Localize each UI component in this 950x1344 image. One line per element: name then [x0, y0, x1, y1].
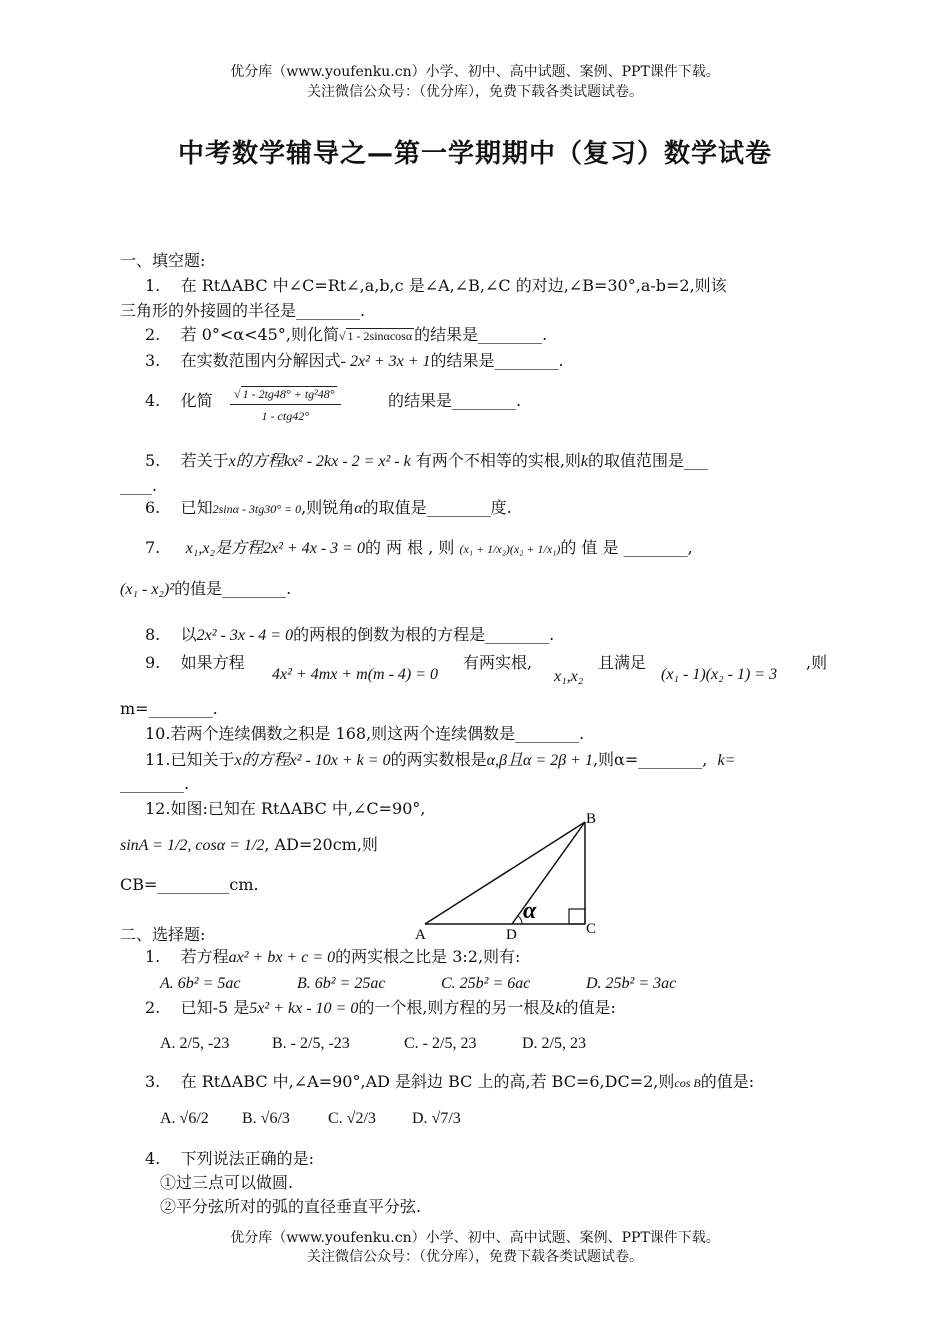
side-AB: [425, 822, 585, 924]
q2-2-option-c: C. - 2/5, 23: [404, 1035, 477, 1052]
q1-9: 9. 如果方程: [145, 653, 245, 672]
q1-7-cont: (x₁ - x₂)²的值是________.: [120, 579, 292, 598]
q1-9-expr: 4x² + 4mx + m(m - 4) = 0: [272, 666, 439, 683]
q1-9-mid2: 且满足: [598, 653, 647, 672]
q1-8: 8. 以2x² - 3x - 4 = 0的两根的倒数为根的方程是________.: [145, 625, 555, 644]
q1-11-cont: ________.: [120, 774, 190, 793]
q2-4: 4. 下列说法正确的是:: [145, 1149, 315, 1168]
q1-12-expr-line: sinA = 1/2, cosα = 1/2, AD=20cm,则: [120, 835, 378, 854]
q2-3-option-b: B. √6/3: [242, 1110, 290, 1127]
q1-4-fraction: √ 1 - 2tg48° + tg²48° 1 - ctg42°: [230, 385, 341, 424]
q2-2: 2. 已知-5 是5x² + kx - 10 = 0的一个根,则方程的另一根及k的值是:: [145, 998, 616, 1017]
q2-4-item-1: ①过三点可以做圆.: [160, 1173, 294, 1192]
q2-1-option-a: A. 6b² = 5ac: [160, 975, 241, 992]
q1-9-post: ,则: [806, 653, 828, 672]
q1-10: 10.若两个连续偶数之积是 168,则这两个连续偶数是________.: [145, 724, 585, 743]
footer-line-1: 优分库（www.youfenku.cn）小学、初中、高中试题、案例、PPT课件下载。: [230, 1230, 720, 1246]
label-D: D: [506, 927, 517, 940]
q1-3: 3. 在实数范围内分解因式- 2x² + 3x + 1的结果是________.: [145, 351, 564, 370]
q2-2-option-a: A. 2/5, -23: [160, 1035, 230, 1052]
q2-1-option-c: C. 25b² = 6ac: [441, 975, 531, 992]
q1-3-expr: - 2x² + 3x + 1: [340, 353, 431, 370]
q1-9-roots: x₁,x₂: [554, 668, 584, 685]
q1-4: 4. 化简: [145, 391, 213, 410]
q2-1-option-d: D. 25b² = 3ac: [586, 975, 677, 992]
q2-1: 1. 若方程ax² + bx + c = 0的两实根之比是 3:2,则有:: [145, 947, 521, 966]
q1-11: 11.已知关于x的方程x² - 10x + k = 0的两实数根是α,β且α = 2β + 1,则α=________, k=: [145, 750, 736, 769]
q1-2-expr: √ 1 - 2sinαcosα: [338, 329, 413, 343]
q2-3-option-a: A. √6/2: [160, 1110, 209, 1127]
q1-9-mid: 有两实根,: [463, 653, 533, 672]
q1-12: 12.如图:已知在 RtΔABC 中,∠C=90°,: [145, 799, 426, 818]
q1-1-cont: 三角形的外接圆的半径是________.: [120, 301, 366, 320]
label-A: A: [415, 927, 426, 940]
q1-6: 6. 已知2sinα - 3tg30° = 0,则锐角α的取值是________度.: [145, 498, 512, 517]
q1-7: 7. x₁,x₂是方程2x² + 4x - 3 = 0的 两 根 , 则 (x₁ + 1/x₂)(x₂ + 1/x₁)的 值 是 ________,: [145, 538, 693, 557]
q1-4-post: 的结果是________.: [388, 391, 522, 410]
label-B: B: [586, 811, 597, 827]
q1-5: 5. 若关于x的方程kx² - 2kx - 2 = x² - k 有两个不相等的实根,则k的取值范围是___: [145, 451, 709, 470]
q1-9-cont: m=________.: [120, 699, 218, 718]
triangle-figure: [410, 805, 610, 940]
right-angle-mark: [569, 909, 585, 924]
label-C: C: [586, 921, 597, 937]
q1-2: 2. 若 0°<α<45°,则化简√ 1 - 2sinαcosα 的结果是________.: [145, 325, 548, 344]
section-1-heading: 一、填空题:: [120, 251, 206, 270]
q1-1-text: 在 RtΔABC 中∠C=Rt∠,a,b,c 是∠A,∠B,∠C 的对边,∠B=30°,a-b=2,则该: [180, 276, 727, 295]
header-line-2: 关注微信公众号：（优分库），免费下载各类试题试卷。: [307, 84, 643, 100]
page-title: 中考数学辅导之—第一学期期中（复习）数学试卷: [177, 139, 772, 169]
q1-1: 1. 在 RtΔABC 中∠C=Rt∠,a,b,c 是∠A,∠B,∠C 的对边,∠B=30°,a-b=2,则该: [145, 276, 727, 295]
q2-1-option-b: B. 6b² = 25ac: [297, 975, 386, 992]
label-alpha: α: [523, 898, 537, 924]
q2-2-option-b: B. - 2/5, -23: [272, 1035, 350, 1052]
section-2-heading: 二、选择题:: [120, 925, 206, 944]
q2-2-option-d: D. 2/5, 23: [522, 1035, 586, 1052]
q2-4-item-2: ②平分弦所对的弧的直径垂直平分弦.: [160, 1197, 422, 1216]
footer-line-2: 关注微信公众号：（优分库），免费下载各类试题试卷。: [307, 1249, 643, 1265]
q1-5-cont: ____.: [120, 476, 158, 495]
q2-3-option-c: C. √2/3: [328, 1110, 376, 1127]
q2-3: 3. 在 RtΔABC 中,∠A=90°,AD 是斜边 BC 上的高,若 BC=6,DC=2,则cos B的值是:: [145, 1072, 755, 1091]
angle-arc: [518, 916, 522, 924]
q2-3-option-d: D. √7/3: [412, 1110, 461, 1127]
q1-12-cont: CB=_________cm.: [120, 875, 259, 894]
q1-9-cond: (x₁ - 1)(x₂ - 1) = 3: [661, 666, 778, 683]
header-line-1: 优分库（www.youfenku.cn）小学、初中、高中试题、案例、PPT课件下载。: [230, 64, 720, 80]
